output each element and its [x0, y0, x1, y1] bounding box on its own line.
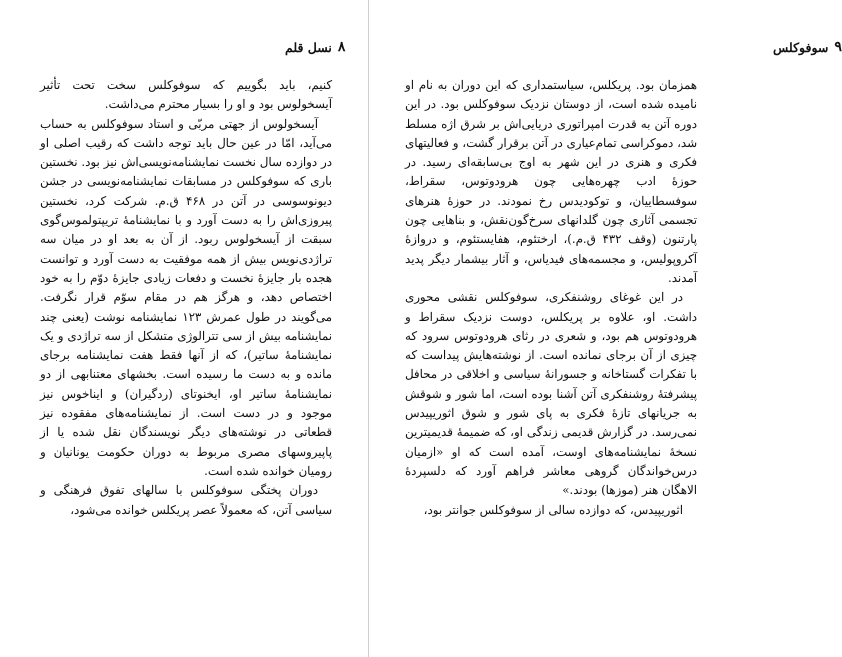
right-page-body — [405, 76, 697, 520]
left-paragraph-2: آیسخولوس از جهتی مربّی و استاد سوفوکلس به حساب می‌آید، امّا در عین حال باید توجه داشت که رقیب اصلی او در دوازده سال نخست نمایشنامه‌نویسی‌اش نیز بود. نخستین باری که سوفوکلس در مسابقات نمایشنامه‌نویسی در جشن دیونوسوسی در آتن در ۴۶۸ ق.م. شرکت کرد، نخستین پیروزی‌اش را به دست آورد و با نمایشنامهٔ تریپتولموس‌گوی سبقت از آیسخولوس ربود. از آن به بعد او در میان سه ترا‌ژدی‌نویس بیش از همه موفقیت به دست آورد و توانست هجده بار جایزهٔ نخست و دفعات زیادی جایزهٔ دوّم را به خود اختصاص دهد، و هرگز هم در مقام سوّم قرار نگرفت. می‌گویند در طول عمرش ۱۲۳ نمایشنامه نوشت (یعنی چند نمایشنامه بیش از سی تترالوژی متشکل از سه ترا‌ژدی و یک نمایشنامهٔ ساتیر)، که از آنها فقط هفت نمایشنامه برجای مانده و به دست ما رسیده است. بخشهای معتنابهی از دو نمایشنامهٔ ساتیر او، ایخنوتای (ردگیران) و ایناخوس نیز موجود و در دست است. از نمایشنامه‌های مفقوده نیز قطعاتی در نوشته‌های دیگر نویسندگان نقل شده یا از پاپیروسهای مصری مربوط به دوران حکومت یونانیان و رومیان خوانده شده است. — [40, 116, 332, 478]
left-page-header — [285, 37, 345, 57]
left-page — [0, 0, 368, 657]
right-page-header — [773, 37, 842, 57]
left-page-number: ۸ — [337, 39, 346, 55]
right-paragraph-1: همزمان بود. پریکلس، سیاستمداری که این دوران به نام او نامیده شده است، از دوستان نزدیک سوفوکلس بود. در این دوره آتن به قدرت امپراتوری دریایی‌اش بر شرق اژه مسلط شد، دموکراسی تمام‌عیاری در آتن برقرار گشت، و فعالیتهای فکری و هنری در این شهر به اوج بی‌سابقه‌ای رسید. در حوزهٔ ادب چهره‌هایی چون هرودوتوس، سقراط، سوفسطاییان، و توکودیدس رخ نمودند. در حوزهٔ هنرهای تجسمی آثاری چون گلدانهای سرخ‌گون‌نقش، و بناهایی چون پارتنون (وقف ۴۳۲ ق.م.)، ارختئوم، هفایستئوم، و دروازهٔ آکروپولیس، و مجسمه‌های فیدیاس، و آثار بیشمار دیگر پدید آمدند. — [405, 78, 698, 285]
left-paragraph-3: دوران پختگی سوفوکلس با سالهای تفوق فرهنگی و سیاسی آتن، که معمولاً عصر پریکلس خوانده می‌شود، — [40, 483, 332, 517]
right-paragraph-2: در این غوغای روشنفکری، سوفوکلس نقشی محوری داشت. او، علاوه بر پریکلس، دوست نزدیک سقراط و هرودوتوس هم بود، و شعری در رثای هرودوتوس سرود که چیزی از آن برجای نمانده است. از نوشته‌هایش پیداست که با تفکرات گستاخانه و جسورانهٔ سیاسی و اخلاقی در محافل پیشرفتهٔ روشنفکری آتن آشنا بوده است، اما شور و شوقش به جریانهای تازهٔ فکری به پای شور و شوق اثوریپیدس نمی‌رسد. در گزارش قدیمی زندگی او، که ضمیمهٔ قدیمیترین نسخهٔ نمایشنامه‌های اوست، آمده است که او «ازمیان درس‌خواندگان گروهی معاشر فراهم آورد که دلسپردهٔ الاهگان هنر (موزها) بودند.» — [405, 290, 697, 498]
right-running-title: سوفوکلس — [773, 39, 829, 55]
right-page-number: ۹ — [834, 39, 842, 55]
left-paragraph-1: کنیم، باید بگوییم که سوفوکلس سخت تحت تأثیر آیسخولوس بود و او را بسیار محترم می‌داشت. — [40, 78, 332, 112]
left-running-title: نسل قلم — [285, 39, 332, 55]
left-page-body — [40, 76, 332, 520]
right-paragraph-3: اثوریپیدس، که دوازده سالی از سوفوکلس جوانتر بود، — [423, 502, 683, 517]
